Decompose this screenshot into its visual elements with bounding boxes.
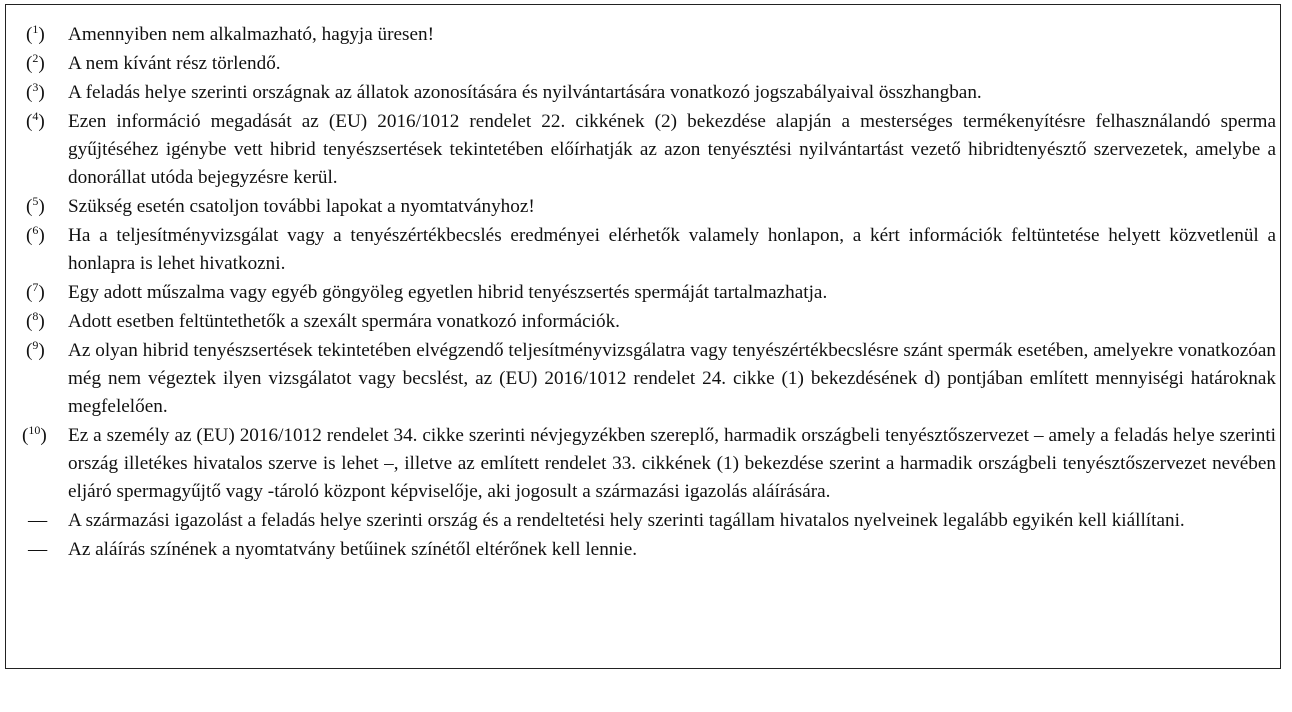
footnote-text: Egy adott műszalma vagy egyéb göngyöleg egyetlen hibrid tenyészsertés spermáját tartalmazhatja. — [68, 282, 828, 303]
footnote-text: Ezen információ megadását az (EU) 2016/1012 rendelet 22. cikkének (2) bekezdése alapján a mesterséges termékenyítésre felhasználandó sperma gyűjtéséhez igénybe vett hibrid tenyészsertések tekintetében előírhatják az azon tenyésztési nyilvántartást vezető hibridtenyésztő szervezetek, amelybe a donorállat utóda bejegyzésre kerül. — [68, 111, 1276, 188]
footnote-text: A feladás helye szerinti országnak az állatok azonosítására és nyilvántartására vonatkozó jogszabályaival összhangban. — [68, 82, 982, 103]
footnote-text: Adott esetben feltüntethetők a szexált spermára vonatkozó információk. — [68, 311, 620, 332]
footnote-marker: ($^2$) — [26, 51, 45, 74]
footnote-8 — [26, 308, 1276, 336]
footnote-4 — [26, 108, 1276, 192]
dash-note-text: Az aláírás színének a nyomtatvány betűinek színétől eltérőnek kell lennie. — [68, 539, 638, 560]
footnote-1 — [26, 21, 1276, 49]
dash-note-1 — [26, 507, 1276, 535]
footnote-6 — [26, 222, 1276, 278]
footnote-marker: ($^4$) — [26, 109, 45, 132]
dash-marker: — — [28, 510, 48, 531]
footnote-marker: ($^8$) — [26, 309, 45, 332]
footnote-marker: ($^1$) — [26, 22, 45, 45]
footnote-marker: ($^5$) — [26, 194, 45, 217]
footnote-text: Szükség esetén csatoljon további lapokat a nyomtatványhoz! — [68, 196, 535, 217]
dash-note-text: A származási igazolást a feladás helye szerinti ország és a rendeltetési hely szerinti tagállam hivatalos nyelveinek legalább egyikén kell kiállítani. — [68, 510, 1185, 531]
footnote-text: A nem kívánt rész törlendő. — [68, 53, 281, 74]
footnote-10 — [22, 422, 1276, 506]
dash-marker: — — [28, 539, 48, 560]
footnote-5 — [26, 193, 1276, 221]
footnote-9 — [26, 337, 1276, 421]
footnote-marker: ($^3$) — [26, 80, 45, 103]
footnote-text: Ha a teljesítményvizsgálat vagy a tenyészértékbecslés eredményei elérhetők valamely honlapon, a kért információk feltüntetése helyett közvetlenül a honlapra is lehet hivatkozni. — [68, 225, 1276, 274]
footnote-marker: ($^9$) — [26, 338, 45, 361]
footnotes-list — [22, 21, 1276, 565]
footnote-3 — [26, 79, 1276, 107]
footnote-text: Amennyiben nem alkalmazható, hagyja üresen! — [68, 24, 435, 45]
footnote-marker: ($^7$) — [26, 280, 45, 303]
footnote-text: Az olyan hibrid tenyészsertések tekintetében elvégzendő teljesítményvizsgálatra vagy tenyészértékbecslésre szánt spermák esetében, amelyekre vonatkozóan még nem végeztek ilyen vizsgálatot vagy becslést, az (EU) 2016/1012 rendelet 24. cikke (1) bekezdésének d) pontjában említett mennyiségi határoknak megfelelően. — [68, 340, 1276, 417]
footnote-7 — [26, 279, 1276, 307]
footnote-marker: ($^{10}$) — [22, 423, 47, 446]
footnotes-frame — [5, 4, 1281, 669]
footnote-2 — [26, 50, 1276, 78]
footnote-marker: ($^6$) — [26, 223, 45, 246]
dash-note-2 — [26, 536, 1276, 564]
footnote-text: Ez a személy az (EU) 2016/1012 rendelet 34. cikke szerinti névjegyzékben szereplő, harmadik országbeli tenyésztőszervezet – amely a feladás helye szerinti ország illetékes hivatalos szerve is lehet –, illetve az említett rendelet 33. cikkének (1) bekezdése szerint a harmadik országbeli tenyésztőszervezet nevében eljáró spermagyűjtő vagy -tároló központ képviselője, aki jogosult a származási igazolás aláírására. — [68, 425, 1276, 502]
